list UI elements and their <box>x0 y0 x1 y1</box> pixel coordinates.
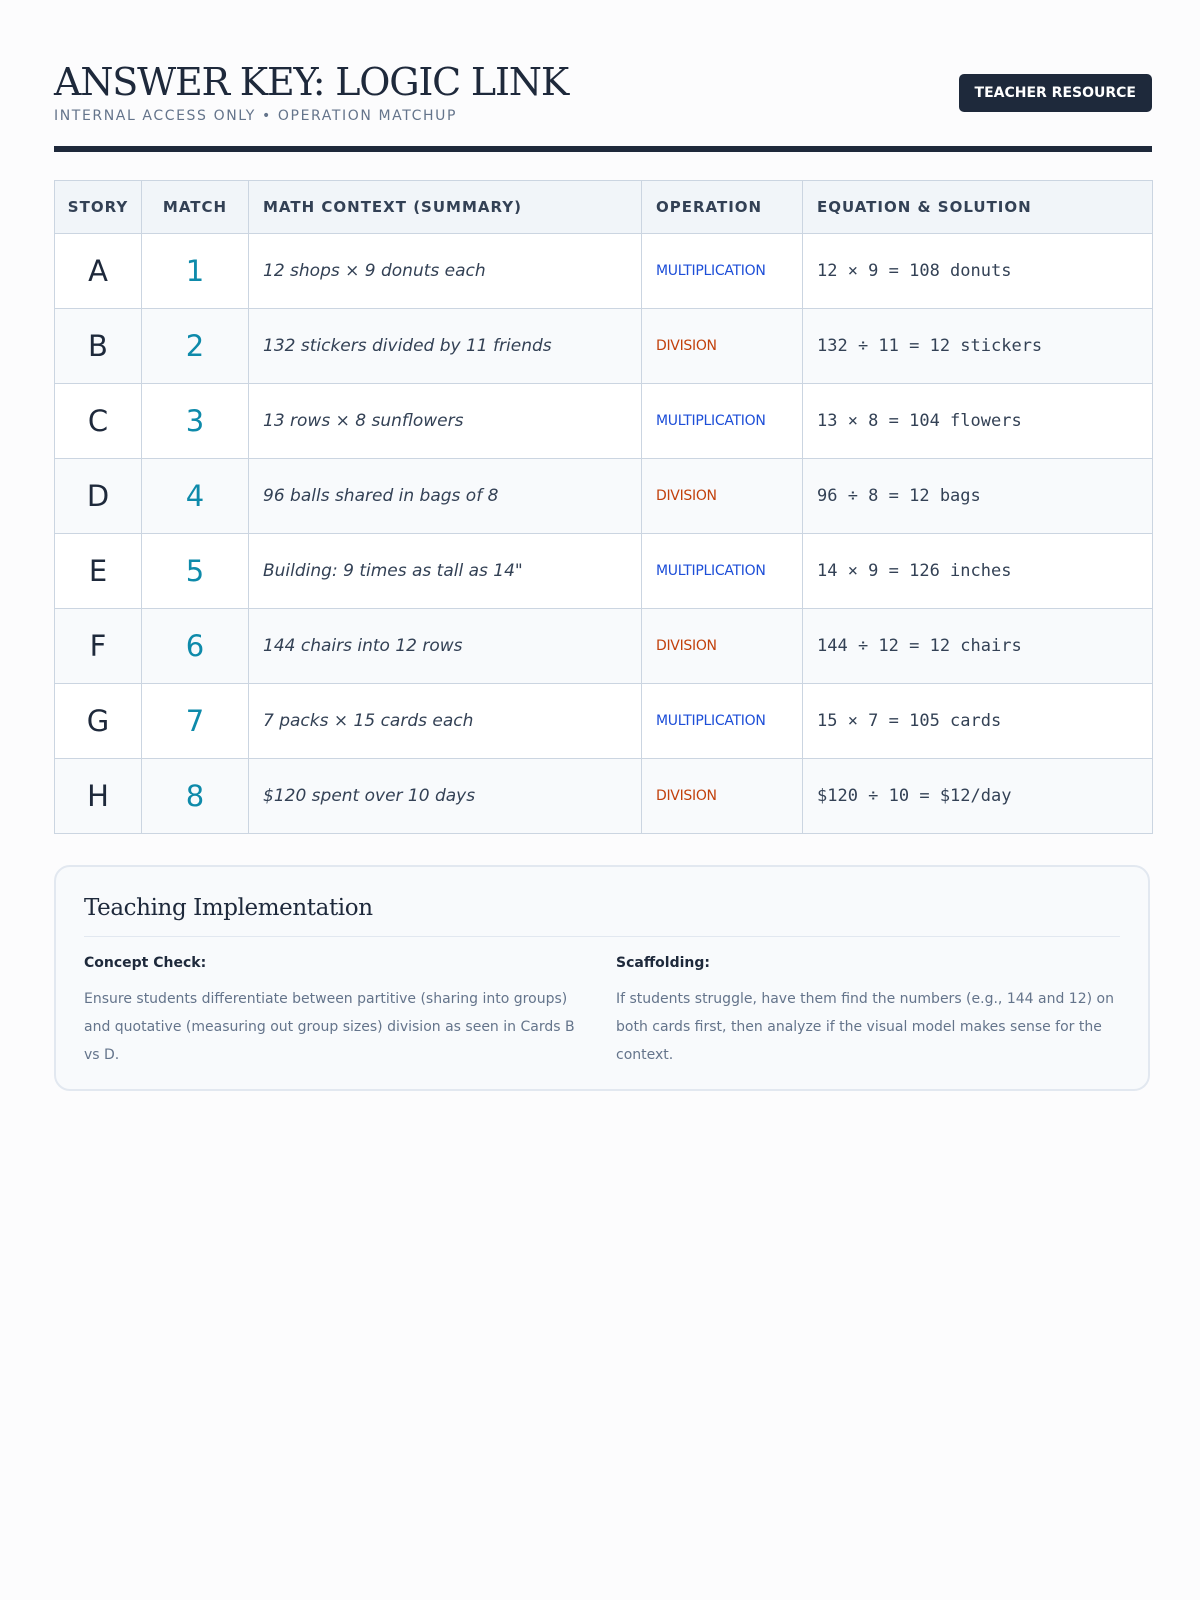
panel-title: Teaching Implementation <box>84 895 373 921</box>
equation-solution: 12 × 9 = 108 donuts <box>803 234 1153 309</box>
operation-label: DIVISION <box>642 309 803 384</box>
concept-check-section <box>84 955 584 1069</box>
scaffolding-text: If students struggle, have them find the numbers (e.g., 144 and 12) on both cards first, then analyze if the visual model makes sense for the context. <box>616 991 1114 1063</box>
equation-solution: 15 × 7 = 105 cards <box>803 684 1153 759</box>
teaching-implementation-panel <box>54 865 1150 1091</box>
match-number: 8 <box>142 759 249 834</box>
story-letter: D <box>55 459 142 534</box>
match-number: 1 <box>142 234 249 309</box>
equation-solution: 96 ÷ 8 = 12 bags <box>803 459 1153 534</box>
equation-solution: $120 ÷ 10 = $12/day <box>803 759 1153 834</box>
story-letter: E <box>55 534 142 609</box>
math-context: 13 rows × 8 sunflowers <box>249 384 642 459</box>
match-number: 3 <box>142 384 249 459</box>
story-letter: F <box>55 609 142 684</box>
concept-check-text: Ensure students differentiate between partitive (sharing into groups) and quotative (measuring out group sizes) division as seen in Cards B vs D. <box>84 991 575 1063</box>
math-context: 132 stickers divided by 11 friends <box>249 309 642 384</box>
table-row <box>55 534 1153 609</box>
story-letter: H <box>55 759 142 834</box>
page-title: ANSWER KEY: LOGIC LINK <box>54 60 569 104</box>
scaffolding-section <box>616 955 1116 1069</box>
table-row <box>55 384 1153 459</box>
column-header-operation: OPERATION <box>642 181 803 234</box>
panel-divider <box>84 936 1120 937</box>
table-row <box>55 684 1153 759</box>
column-header-match: MATCH <box>142 181 249 234</box>
math-context: 144 chairs into 12 rows <box>249 609 642 684</box>
page-header <box>54 58 1152 154</box>
header-divider <box>54 146 1152 152</box>
operation-label: MULTIPLICATION <box>642 384 803 459</box>
table-row <box>55 459 1153 534</box>
table-row <box>55 309 1153 384</box>
scaffolding-heading: Scaffolding: <box>616 955 710 971</box>
math-context: 12 shops × 9 donuts each <box>249 234 642 309</box>
column-header-context: MATH CONTEXT (SUMMARY) <box>249 181 642 234</box>
table-row <box>55 759 1153 834</box>
table-row <box>55 609 1153 684</box>
operation-label: DIVISION <box>642 459 803 534</box>
story-letter: C <box>55 384 142 459</box>
concept-check-heading: Concept Check: <box>84 955 207 971</box>
operation-label: DIVISION <box>642 759 803 834</box>
story-letter: B <box>55 309 142 384</box>
answer-key-table <box>54 180 1153 834</box>
equation-solution: 144 ÷ 12 = 12 chairs <box>803 609 1153 684</box>
math-context: 7 packs × 15 cards each <box>249 684 642 759</box>
match-number: 5 <box>142 534 249 609</box>
match-number: 6 <box>142 609 249 684</box>
operation-label: DIVISION <box>642 609 803 684</box>
operation-label: MULTIPLICATION <box>642 534 803 609</box>
math-context: $120 spent over 10 days <box>249 759 642 834</box>
story-letter: A <box>55 234 142 309</box>
story-letter: G <box>55 684 142 759</box>
equation-solution: 14 × 9 = 126 inches <box>803 534 1153 609</box>
math-context: Building: 9 times as tall as 14" <box>249 534 642 609</box>
math-context: 96 balls shared in bags of 8 <box>249 459 642 534</box>
equation-solution: 132 ÷ 11 = 12 stickers <box>803 309 1153 384</box>
column-header-story: STORY <box>55 181 142 234</box>
table-row <box>55 234 1153 309</box>
equation-solution: 13 × 8 = 104 flowers <box>803 384 1153 459</box>
page-subtitle: INTERNAL ACCESS ONLY • OPERATION MATCHUP <box>54 108 457 124</box>
teacher-resource-badge: TEACHER RESOURCE <box>959 74 1152 112</box>
table-header-row <box>55 181 1153 234</box>
match-number: 2 <box>142 309 249 384</box>
operation-label: MULTIPLICATION <box>642 684 803 759</box>
match-number: 7 <box>142 684 249 759</box>
column-header-equation: EQUATION & SOLUTION <box>803 181 1153 234</box>
operation-label: MULTIPLICATION <box>642 234 803 309</box>
match-number: 4 <box>142 459 249 534</box>
